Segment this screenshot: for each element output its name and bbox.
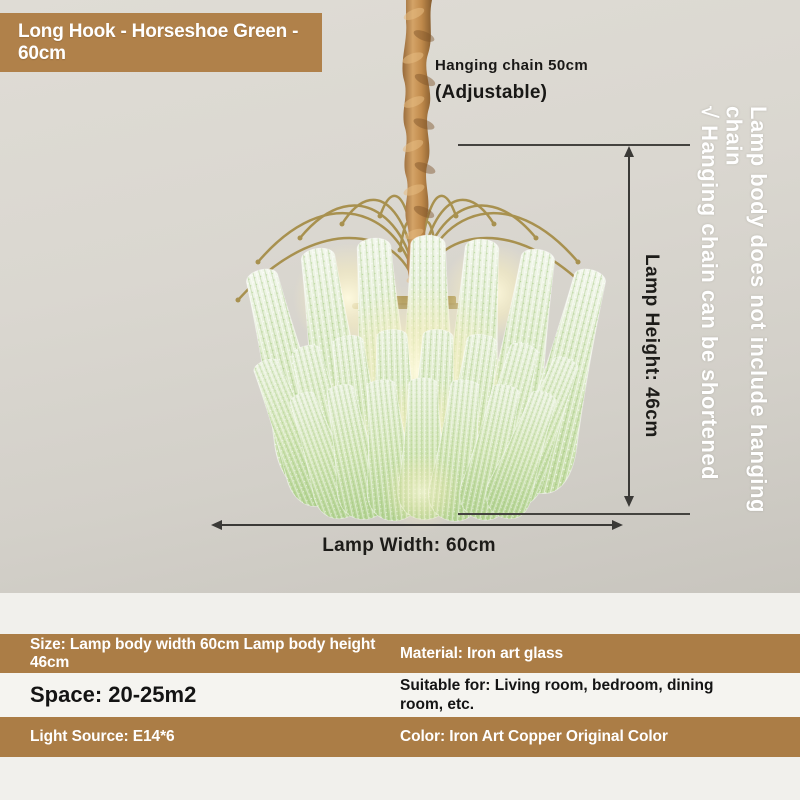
- hanging-chain-note: [435, 57, 588, 104]
- spec-space: Space: 20-25m2: [30, 682, 197, 707]
- height-dimension-bottom-tick: [458, 513, 690, 515]
- spec-row-size-material: [0, 634, 800, 673]
- chain-length-text: Hanging chain 50cm: [435, 57, 589, 74]
- width-dimension-line: [216, 524, 618, 526]
- spec-color: Color: Iron Art Copper Original Color: [400, 728, 668, 745]
- lamp-height-label: Lamp Height: 46cm: [641, 254, 662, 438]
- arrow-left-icon: [211, 520, 222, 530]
- spec-material: Material: Iron art glass: [400, 644, 563, 662]
- height-dimension-line: [628, 152, 630, 502]
- side-note-vertical: [696, 106, 770, 576]
- lamp-width-label: Lamp Width: 60cm: [322, 535, 496, 556]
- height-dimension-top-tick: [458, 144, 690, 146]
- chain-adjustable-text: (Adjustable): [435, 82, 548, 103]
- side-note-line2: √ Hanging chain can be shortened: [696, 106, 722, 481]
- variant-badge-label: Long Hook - Horseshoe Green - 60cm: [18, 20, 299, 64]
- variant-badge: [0, 13, 322, 72]
- spec-row-light-color: [0, 717, 800, 757]
- arrow-down-icon: [624, 496, 634, 507]
- arrow-right-icon: [612, 520, 623, 530]
- spec-suitable: Suitable for: Living room, bedroom, dining room, etc.: [400, 676, 714, 713]
- spec-size: Size: Lamp body width 60cm Lamp body height 46cm: [30, 635, 376, 671]
- spec-row-space-suitable: [0, 673, 800, 717]
- side-note-line1: Lamp body does not include hanging chain: [721, 106, 771, 513]
- arrow-up-icon: [624, 146, 634, 157]
- spec-light-source: Light Source: E14*6: [30, 728, 175, 745]
